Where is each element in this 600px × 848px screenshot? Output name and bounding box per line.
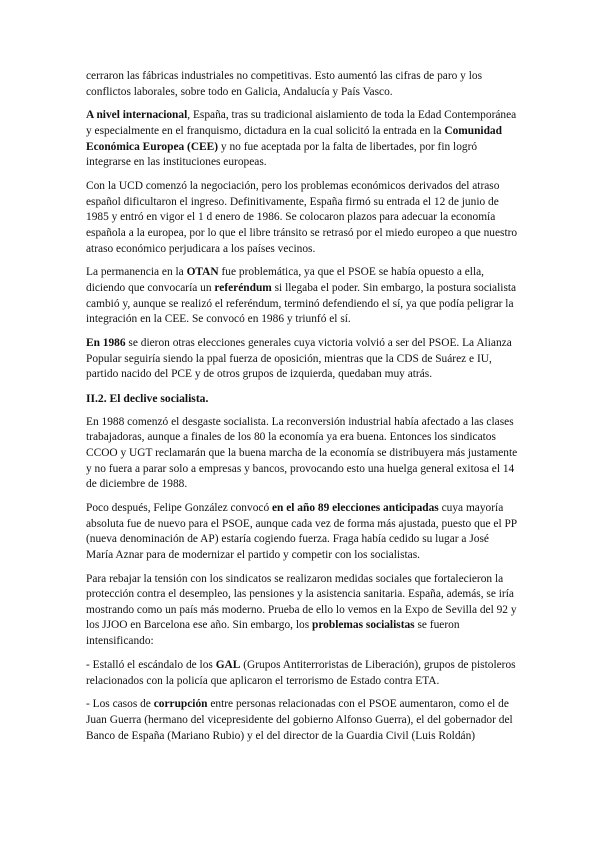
paragraph-gal-scandal — [86, 658, 518, 689]
text-run: , España, tras su tradicional aislamiento de toda la Edad Contemporánea y especialmente en el franquismo, dictadura en la cual solicitó la entrada en la — [86, 109, 517, 138]
bold-phrase: corrupción — [153, 698, 208, 711]
text-run: La permanencia en la — [86, 266, 187, 279]
bold-phrase: Comunidad Económica Europea (CEE) — [86, 125, 502, 153]
text-run: Poco después, Felipe González convocó — [86, 502, 272, 515]
bold-phrase: GAL — [215, 658, 241, 671]
text-run: si llegaba el poder. Sin embargo, la postura socialista cambió y, aunque se realizó el referéndum, terminó defendiendo el sí, ya que podía peligrar la integración en la CEE. Se convocó en 1986 y triunfó el sí. — [86, 282, 517, 326]
bold-phrase: A nivel internacional — [86, 109, 188, 122]
paragraph-industrial-closures: cerraron las fábricas industriales no competitivas. Esto aumentó las cifras de paro y los conflictos laborales, sobre todo en Galicia, Andalucía y País Vasco. — [86, 70, 483, 98]
text-run: - Los casos de — [86, 698, 154, 711]
paragraph-socialist-wear: En 1988 comenzó el desgaste socialista. La reconversión industrial había afectado a las clases trabajadoras, aunque a finales de los 80 la economía ya era buena. Entonces los sindicatos CCOO y UGT reclamarán que la buena marcha de la economía se distribuyera más justamente y no fuera a parar solo a empresas y bancos, provocando esto una huelga general exitosa el 14 de diciembre de 1988. — [86, 415, 518, 491]
text-run: cuya mayoría absoluta fue de nuevo para el PSOE, aunque cada vez de forma más ajustada, puesto que el PP (nueva denominación de AP) estaría cogiendo fuerza. Fraga había cedido su lugar a José María Aznar para de modernizar el partido y competir con los socialistas. — [86, 502, 517, 561]
bold-phrase: En 1986 — [86, 337, 126, 350]
text-run: - Estalló el escándalo de los — [86, 658, 216, 671]
bold-phrase: referéndum — [214, 282, 272, 295]
text-run: (Grupos Antiterroristas de Liberación), grupos de pistoleros relacionados con la policía que aplicaron el terrorismo de Estado contra ETA. — [86, 658, 516, 687]
paragraph-otan — [86, 265, 518, 327]
paragraph-social-measures — [86, 572, 518, 650]
bold-phrase: problemas socialistas — [311, 619, 415, 632]
bold-phrase: OTAN — [186, 266, 219, 279]
text-run: se fueron intensificando: — [86, 619, 460, 648]
bold-phrase: en el año 89 elecciones anticipadas — [272, 502, 439, 515]
document-page — [86, 69, 518, 753]
paragraph-ucd-negotiation: Con la UCD comenzó la negociación, pero los problemas económicos derivados del atraso español dificultaron el ingreso. Definitivamente, España firmó su entrada el 12 de junio de 1985 y entró en vigor el 1 d enero de 1986. Se colocaron plazos para adecuar la economía española a la europea, por lo que el libre tránsito se retrasó por el miedo europeo a que nuestro atraso económico perjudicara a los países vecinos. — [86, 180, 518, 255]
text-run: y no fue aceptada por la falta de libertades, por fin logró integrarse en las instituciones europeas. — [86, 140, 478, 169]
paragraph-corruption-cases — [86, 697, 518, 744]
text-run: Para rebajar la tensión con los sindicatos se realizaron medidas sociales que fortalecieron la protección contra el desempleo, las pensiones y la asistencia sanitaria. España, además, se iría mostrando como un país más moderno. Prueba de ello lo vemos en la Expo de Sevilla del 92 y los JJOO en Barcelona ese año. Sin embargo, los — [86, 572, 517, 632]
text-run: fue problemática, ya que el PSOE se había opuesto a ella, diciendo que convocaría un — [86, 266, 485, 295]
text-run: se dieron otras elecciones generales cuya victoria volvió a ser del PSOE. La Alianza Popular seguiría siendo la ppal fuerza de oposición, mientras que la CDS de Suárez e IU, partido nacido del PCE y de otros grupos de izquierda, quedaban muy atrás. — [86, 337, 512, 381]
section-heading: II.2. El declive socialista. — [86, 392, 209, 406]
paragraph-1986-elections — [86, 336, 518, 383]
text-run: entre personas relacionadas con el PSOE aumentaron, como el de Juan Guerra (hermano del vicepresidente del gobierno Alfonso Guerra), el del gobernador del Banco de España (Mariano Rubio) y el del director de la Guardia Civil (Luis Roldán) — [86, 698, 513, 742]
paragraph-international-level — [86, 108, 518, 170]
paragraph-early-elections — [86, 501, 518, 563]
